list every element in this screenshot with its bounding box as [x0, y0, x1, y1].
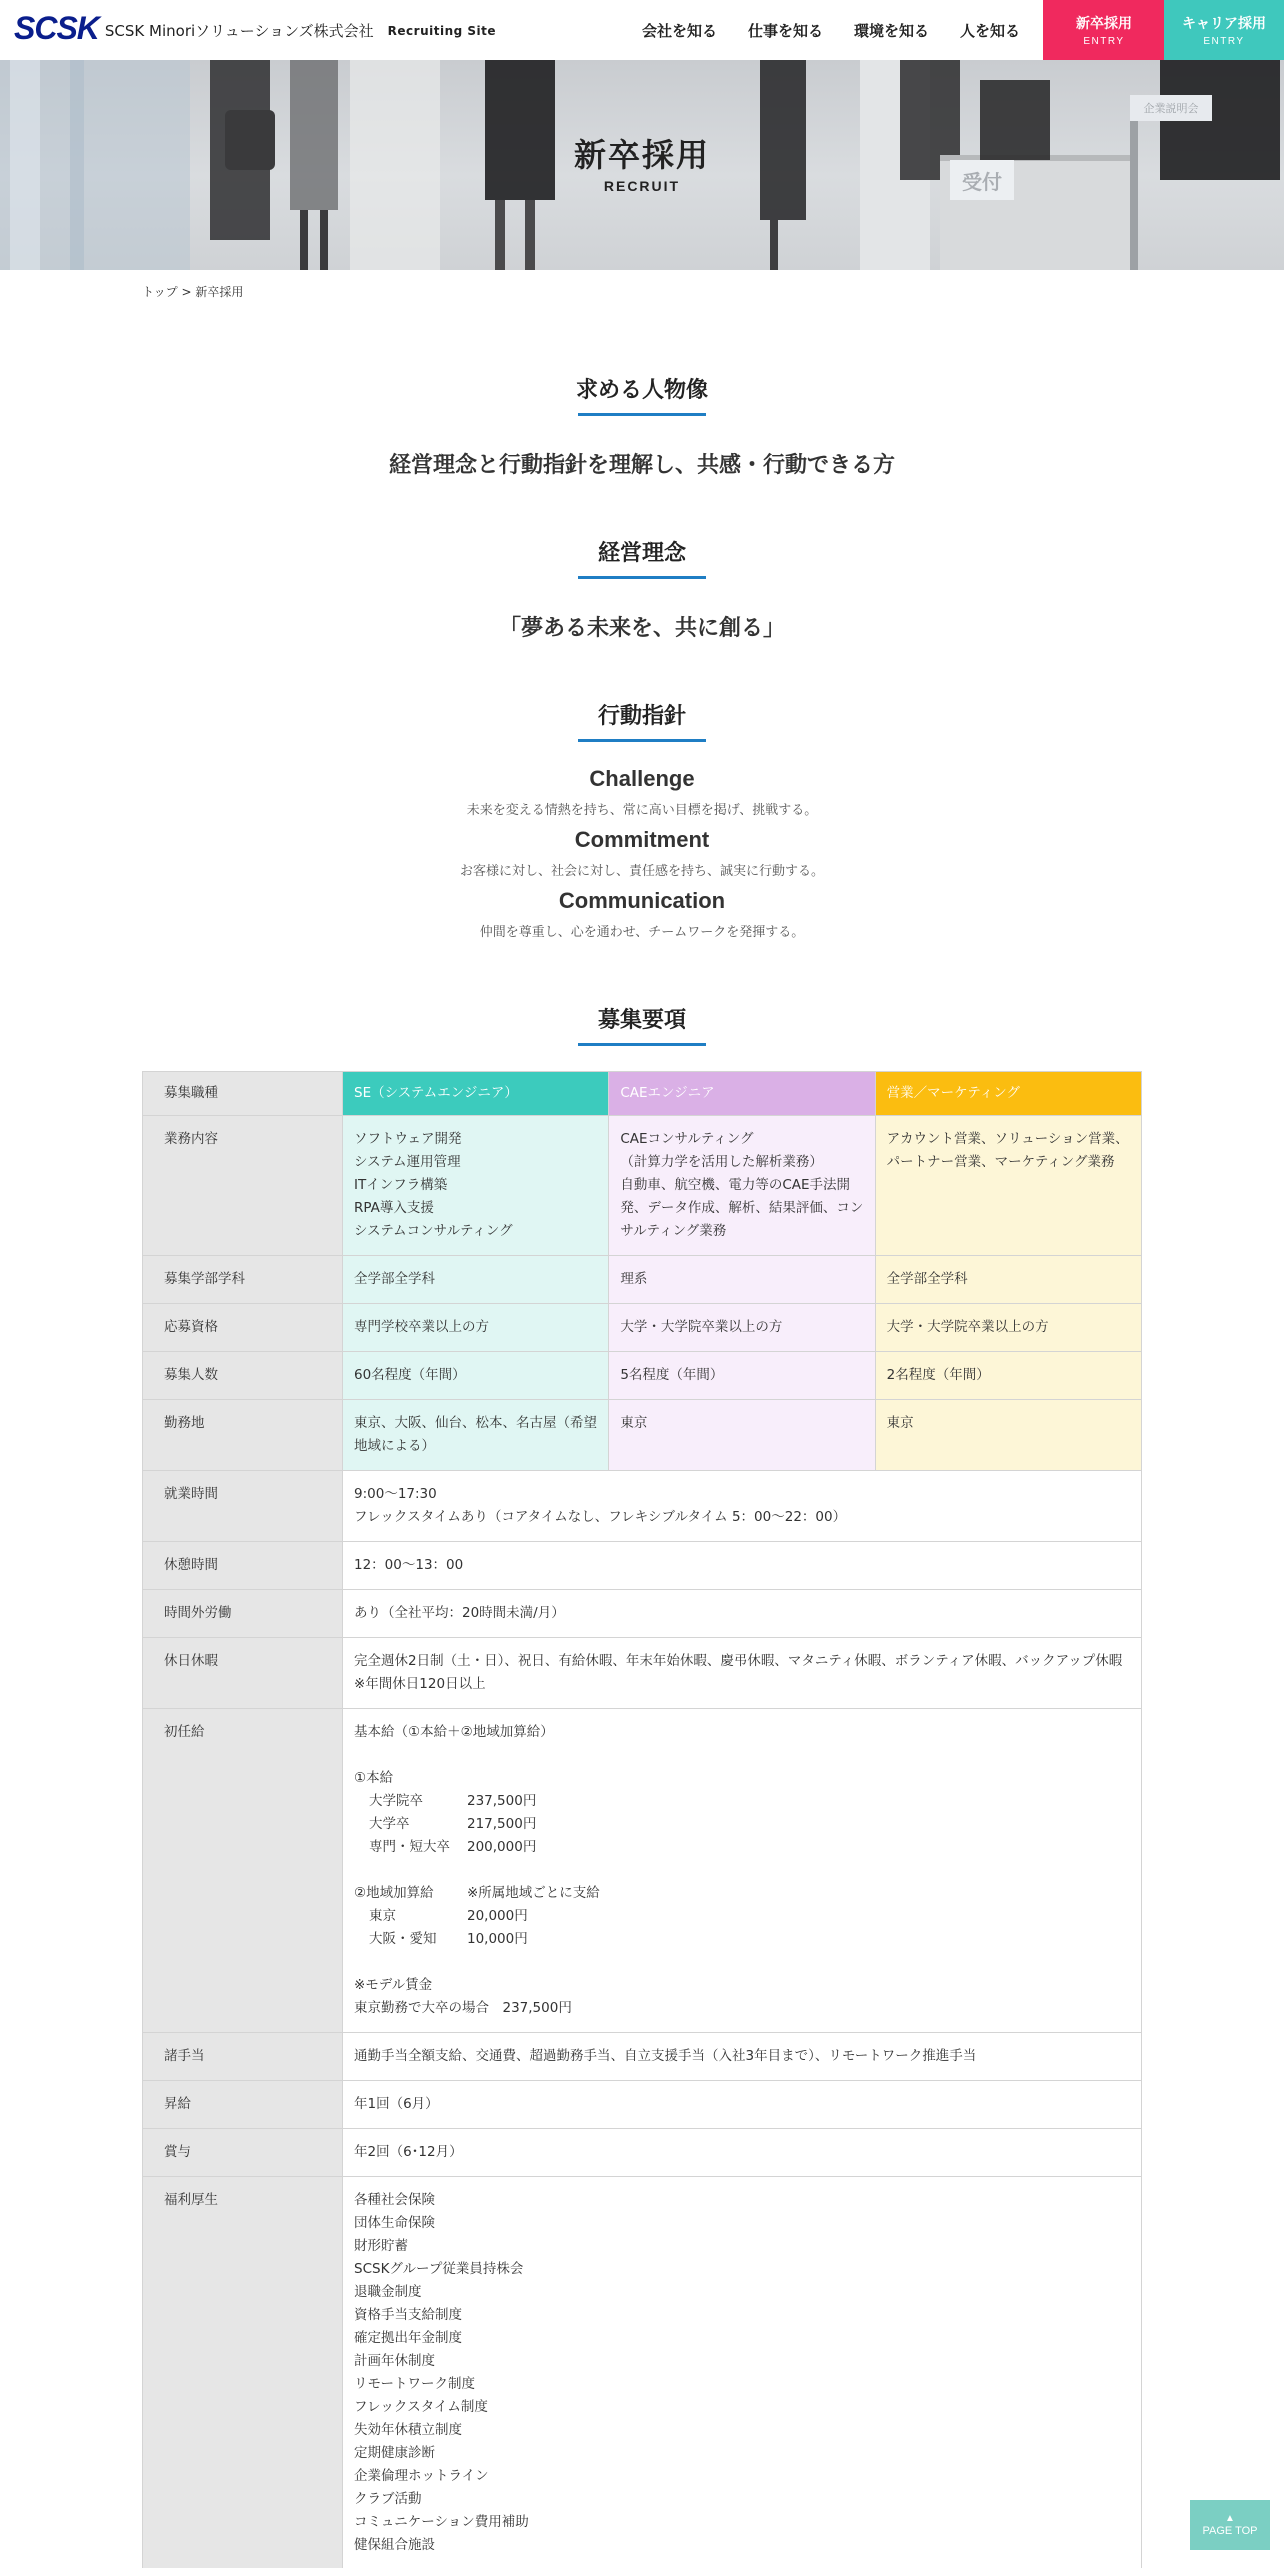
entry-career-sub: ENTRY	[1203, 36, 1245, 47]
welfare-item: 各種社会保険	[354, 2192, 435, 2208]
row-label: 募集学部学科	[143, 1256, 343, 1304]
salary-base-value: 217,500円	[467, 1816, 537, 1832]
welfare-item: フレックスタイム制度	[354, 2399, 488, 2415]
requirements-title-underline	[578, 1043, 706, 1046]
raise-cell: 年1回（6月）	[343, 2081, 1142, 2129]
salary-base-row	[354, 1836, 1130, 1859]
welfare-item: 退職金制度	[354, 2284, 422, 2300]
breadcrumb-separator: >	[181, 285, 192, 299]
job-se-item: ITインフラ構築	[354, 1177, 448, 1193]
faculty-cae-cell: 理系	[609, 1256, 875, 1304]
bonus-cell: 年2回（6･12月）	[343, 2129, 1142, 2177]
table-row-break	[143, 1542, 1142, 1590]
job-cae-item: 自動車、航空機、電力等のCAE手法開発、データ作成、解析、結果評価、コンサルティング業務	[620, 1177, 864, 1239]
site-logo[interactable]	[14, 10, 497, 46]
spacer	[354, 1951, 1130, 1974]
new-graduate-entry-button[interactable]	[1043, 0, 1165, 60]
logo-site-label: Recruiting Site	[387, 24, 497, 38]
entry-career-label: キャリア採用	[1182, 16, 1266, 32]
page-title: 新卒採用	[573, 136, 710, 174]
faculty-marketing-cell: 全学部全学科	[875, 1256, 1141, 1304]
table-row-overtime	[143, 1590, 1142, 1638]
table-row-allowance	[143, 2033, 1142, 2081]
job-se-cell	[343, 1116, 609, 1256]
salary-base-name: 大学卒	[369, 1816, 410, 1832]
table-row-bonus	[143, 2129, 1142, 2177]
breadcrumb-current: 新卒採用	[195, 285, 244, 299]
page-top-label: PAGE TOP	[1202, 2525, 1258, 2537]
entry-new-label: 新卒採用	[1076, 16, 1132, 32]
global-nav	[611, 0, 1020, 60]
welfare-cell	[343, 2177, 1142, 2568]
row-label: 勤務地	[143, 1400, 343, 1471]
row-label: 賞与	[143, 2129, 343, 2177]
requirements-table	[142, 1071, 1142, 2568]
salary-base-title: ①本給	[354, 1770, 394, 1786]
row-label: 福利厚生	[143, 2177, 343, 2568]
location-marketing-cell: 東京	[875, 1400, 1141, 1471]
salary-regional-title: ②地域加算給	[354, 1885, 434, 1901]
hero-seminar-sign: 企業説明会	[1130, 95, 1212, 121]
salary-regional-name: 大阪・愛知	[369, 1931, 437, 1947]
nav-environment[interactable]: 環境を知る	[853, 21, 929, 40]
holidays-line: 完全週休2日制（土・日）、祝日、有給休暇、年末年始休暇、慶弔休暇、マタニティ休暇、ボランティア休暇、バックアップ休暇	[354, 1653, 1123, 1669]
welfare-item: 失効年休積立制度	[354, 2422, 462, 2438]
guideline-communication-desc: 仲間を尊重し、心を通わせ、チームワークを発揮する。	[479, 925, 805, 940]
site-header	[0, 0, 1284, 60]
hours-cell	[343, 1471, 1142, 1542]
salary-regional-row	[354, 1928, 1130, 1951]
salary-regional-row	[354, 1905, 1130, 1928]
nav-work[interactable]: 仕事を知る	[747, 21, 823, 40]
persona-title-underline	[578, 413, 706, 416]
salary-base-value: 237,500円	[467, 1793, 537, 1809]
qualification-cae-cell: 大学・大学院卒業以上の方	[609, 1304, 875, 1352]
location-se-cell: 東京、大阪、仙台、松本、名古屋（希望地域による）	[343, 1400, 609, 1471]
headcount-cae-cell: 5名程度（年間）	[609, 1352, 875, 1400]
table-row-job	[143, 1116, 1142, 1256]
table-row-salary	[143, 1709, 1142, 2033]
job-cae-item: （計算力学を活用した解析業務）	[620, 1154, 823, 1170]
holidays-note: ※年間休日120日以上	[354, 1676, 486, 1692]
row-label: 休日休暇	[143, 1638, 343, 1709]
break-cell: 12：00～13：00	[343, 1542, 1142, 1590]
headcount-marketing-cell: 2名程度（年間）	[875, 1352, 1141, 1400]
entry-new-sub: ENTRY	[1083, 36, 1125, 47]
row-label: 募集職種	[143, 1072, 343, 1116]
row-label: 業務内容	[143, 1116, 343, 1256]
guideline-challenge-title: Challenge	[589, 766, 695, 791]
guideline-communication-title: Communication	[558, 888, 726, 913]
welfare-item: 確定拠出年金制度	[354, 2330, 462, 2346]
guideline-commitment-title: Commitment	[574, 827, 710, 852]
overtime-cell: あり（全社平均：20時間未満/月）	[343, 1590, 1142, 1638]
table-row-welfare	[143, 2177, 1142, 2568]
career-entry-button[interactable]	[1164, 0, 1284, 60]
salary-regional-name: 東京	[369, 1908, 396, 1924]
job-cae-item: CAEコンサルティング	[620, 1131, 754, 1147]
hero-reception-sign: 受付	[950, 160, 1014, 200]
breadcrumb	[142, 283, 243, 300]
table-row-location	[143, 1400, 1142, 1471]
job-se-item: RPA導入支援	[354, 1200, 434, 1216]
guidelines-title-underline	[578, 739, 706, 742]
row-label: 昇給	[143, 2081, 343, 2129]
row-label: 応募資格	[143, 1304, 343, 1352]
welfare-item: SCSKグループ従業員持株会	[354, 2261, 524, 2277]
salary-model-value: 東京勤務で大卒の場合 237,500円	[354, 2000, 572, 2016]
position-marketing-header: 営業／マーケティング	[875, 1072, 1141, 1116]
guideline-challenge-desc: 未来を変える情熱を持ち、常に高い目標を掲げ、挑戦する。	[466, 803, 818, 818]
row-label: 諸手当	[143, 2033, 343, 2081]
qualification-marketing-cell: 大学・大学院卒業以上の方	[875, 1304, 1141, 1352]
salary-base-name: 大学院卒	[369, 1793, 423, 1809]
salary-base-row	[354, 1790, 1130, 1813]
welfare-item: 資格手当支給制度	[354, 2307, 462, 2323]
spacer	[354, 1744, 1130, 1767]
guidelines-section-title: 行動指針	[597, 704, 686, 729]
row-label: 初任給	[143, 1709, 343, 2033]
salary-intro: 基本給（①本給＋②地域加算給）	[354, 1724, 554, 1740]
logo-company-name: SCSK Minoriソリューションズ株式会社	[104, 22, 374, 40]
hero-banner	[0, 60, 1284, 270]
salary-regional-note: ※所属地域ごとに支給	[467, 1885, 600, 1901]
welfare-item: 健保組合施設	[354, 2537, 435, 2553]
welfare-item: クラブ活動	[354, 2491, 422, 2507]
salary-base-row	[354, 1813, 1130, 1836]
persona-lead: 経営理念と行動指針を理解し、共感・行動できる方	[388, 453, 895, 478]
row-label: 休憩時間	[143, 1542, 343, 1590]
salary-base-value: 200,000円	[467, 1839, 537, 1855]
welfare-item: コミュニケーション費用補助	[354, 2514, 529, 2530]
row-label: 時間外労働	[143, 1590, 343, 1638]
welfare-item: 計画年休制度	[354, 2353, 435, 2369]
table-row-faculty	[143, 1256, 1142, 1304]
salary-regional-title-row	[354, 1882, 1130, 1905]
page-top-button[interactable]	[1190, 2500, 1270, 2550]
job-se-item: システム運用管理	[354, 1154, 461, 1170]
page-subtitle: RECRUIT	[603, 178, 681, 194]
arrow-up-icon: ▲	[1225, 2513, 1235, 2524]
table-row-position	[143, 1072, 1142, 1116]
philosophy-lead: 「夢ある未来を、共に創る」	[498, 616, 785, 641]
table-row-headcount	[143, 1352, 1142, 1400]
job-marketing-cell: アカウント営業、ソリューション営業、パートナー営業、マーケティング業務	[875, 1116, 1141, 1256]
table-row-hours	[143, 1471, 1142, 1542]
job-se-item: ソフトウェア開発	[354, 1131, 462, 1147]
requirements-section-title: 募集要項	[597, 1008, 686, 1033]
holidays-cell	[343, 1638, 1142, 1709]
qualification-se-cell: 専門学校卒業以上の方	[343, 1304, 609, 1352]
philosophy-section-title: 経営理念	[597, 541, 686, 566]
philosophy-title-underline	[578, 576, 706, 579]
logo-mark: SCSK	[14, 10, 99, 46]
guideline-commitment-desc: お客様に対し、社会に対し、責任感を持ち、誠実に行動する。	[459, 864, 824, 879]
table-row-holidays	[143, 1638, 1142, 1709]
nav-people[interactable]: 人を知る	[959, 21, 1020, 40]
breadcrumb-home-link[interactable]: トップ	[142, 285, 178, 299]
welfare-item: 団体生命保険	[354, 2215, 435, 2231]
row-label: 就業時間	[143, 1471, 343, 1542]
welfare-item: 財形貯蓄	[354, 2238, 408, 2254]
table-row-qualification	[143, 1304, 1142, 1352]
position-se-header: SE（システムエンジニア）	[343, 1072, 609, 1116]
hours-flex-line: フレックスタイムあり（コアタイムなし、フレキシブルタイム 5：00～22：00）	[354, 1509, 847, 1525]
welfare-item: リモートワーク制度	[354, 2376, 475, 2392]
welfare-item: 企業倫理ホットライン	[354, 2468, 489, 2484]
location-cae-cell: 東京	[609, 1400, 875, 1471]
salary-model-title: ※モデル賃金	[354, 1977, 433, 1993]
faculty-se-cell: 全学部全学科	[343, 1256, 609, 1304]
salary-base-name: 専門・短大卒	[369, 1839, 450, 1855]
job-cae-cell	[609, 1116, 875, 1256]
spacer	[354, 1859, 1130, 1882]
job-se-item: システムコンサルティング	[354, 1223, 513, 1239]
persona-section-title: 求める人物像	[575, 378, 708, 403]
salary-cell	[343, 1709, 1142, 2033]
salary-regional-value: 10,000円	[467, 1931, 528, 1947]
hours-line: 9:00～17:30	[354, 1486, 437, 1502]
salary-regional-value: 20,000円	[467, 1908, 528, 1924]
headcount-se-cell: 60名程度（年間）	[343, 1352, 609, 1400]
nav-company[interactable]: 会社を知る	[641, 21, 717, 40]
position-cae-header: CAEエンジニア	[609, 1072, 875, 1116]
table-row-raise	[143, 2081, 1142, 2129]
welfare-item: 定期健康診断	[354, 2445, 435, 2461]
allowance-cell: 通勤手当全額支給、交通費、超過勤務手当、自立支援手当（入社3年目まで）、リモートワーク推進手当	[343, 2033, 1142, 2081]
row-label: 募集人数	[143, 1352, 343, 1400]
